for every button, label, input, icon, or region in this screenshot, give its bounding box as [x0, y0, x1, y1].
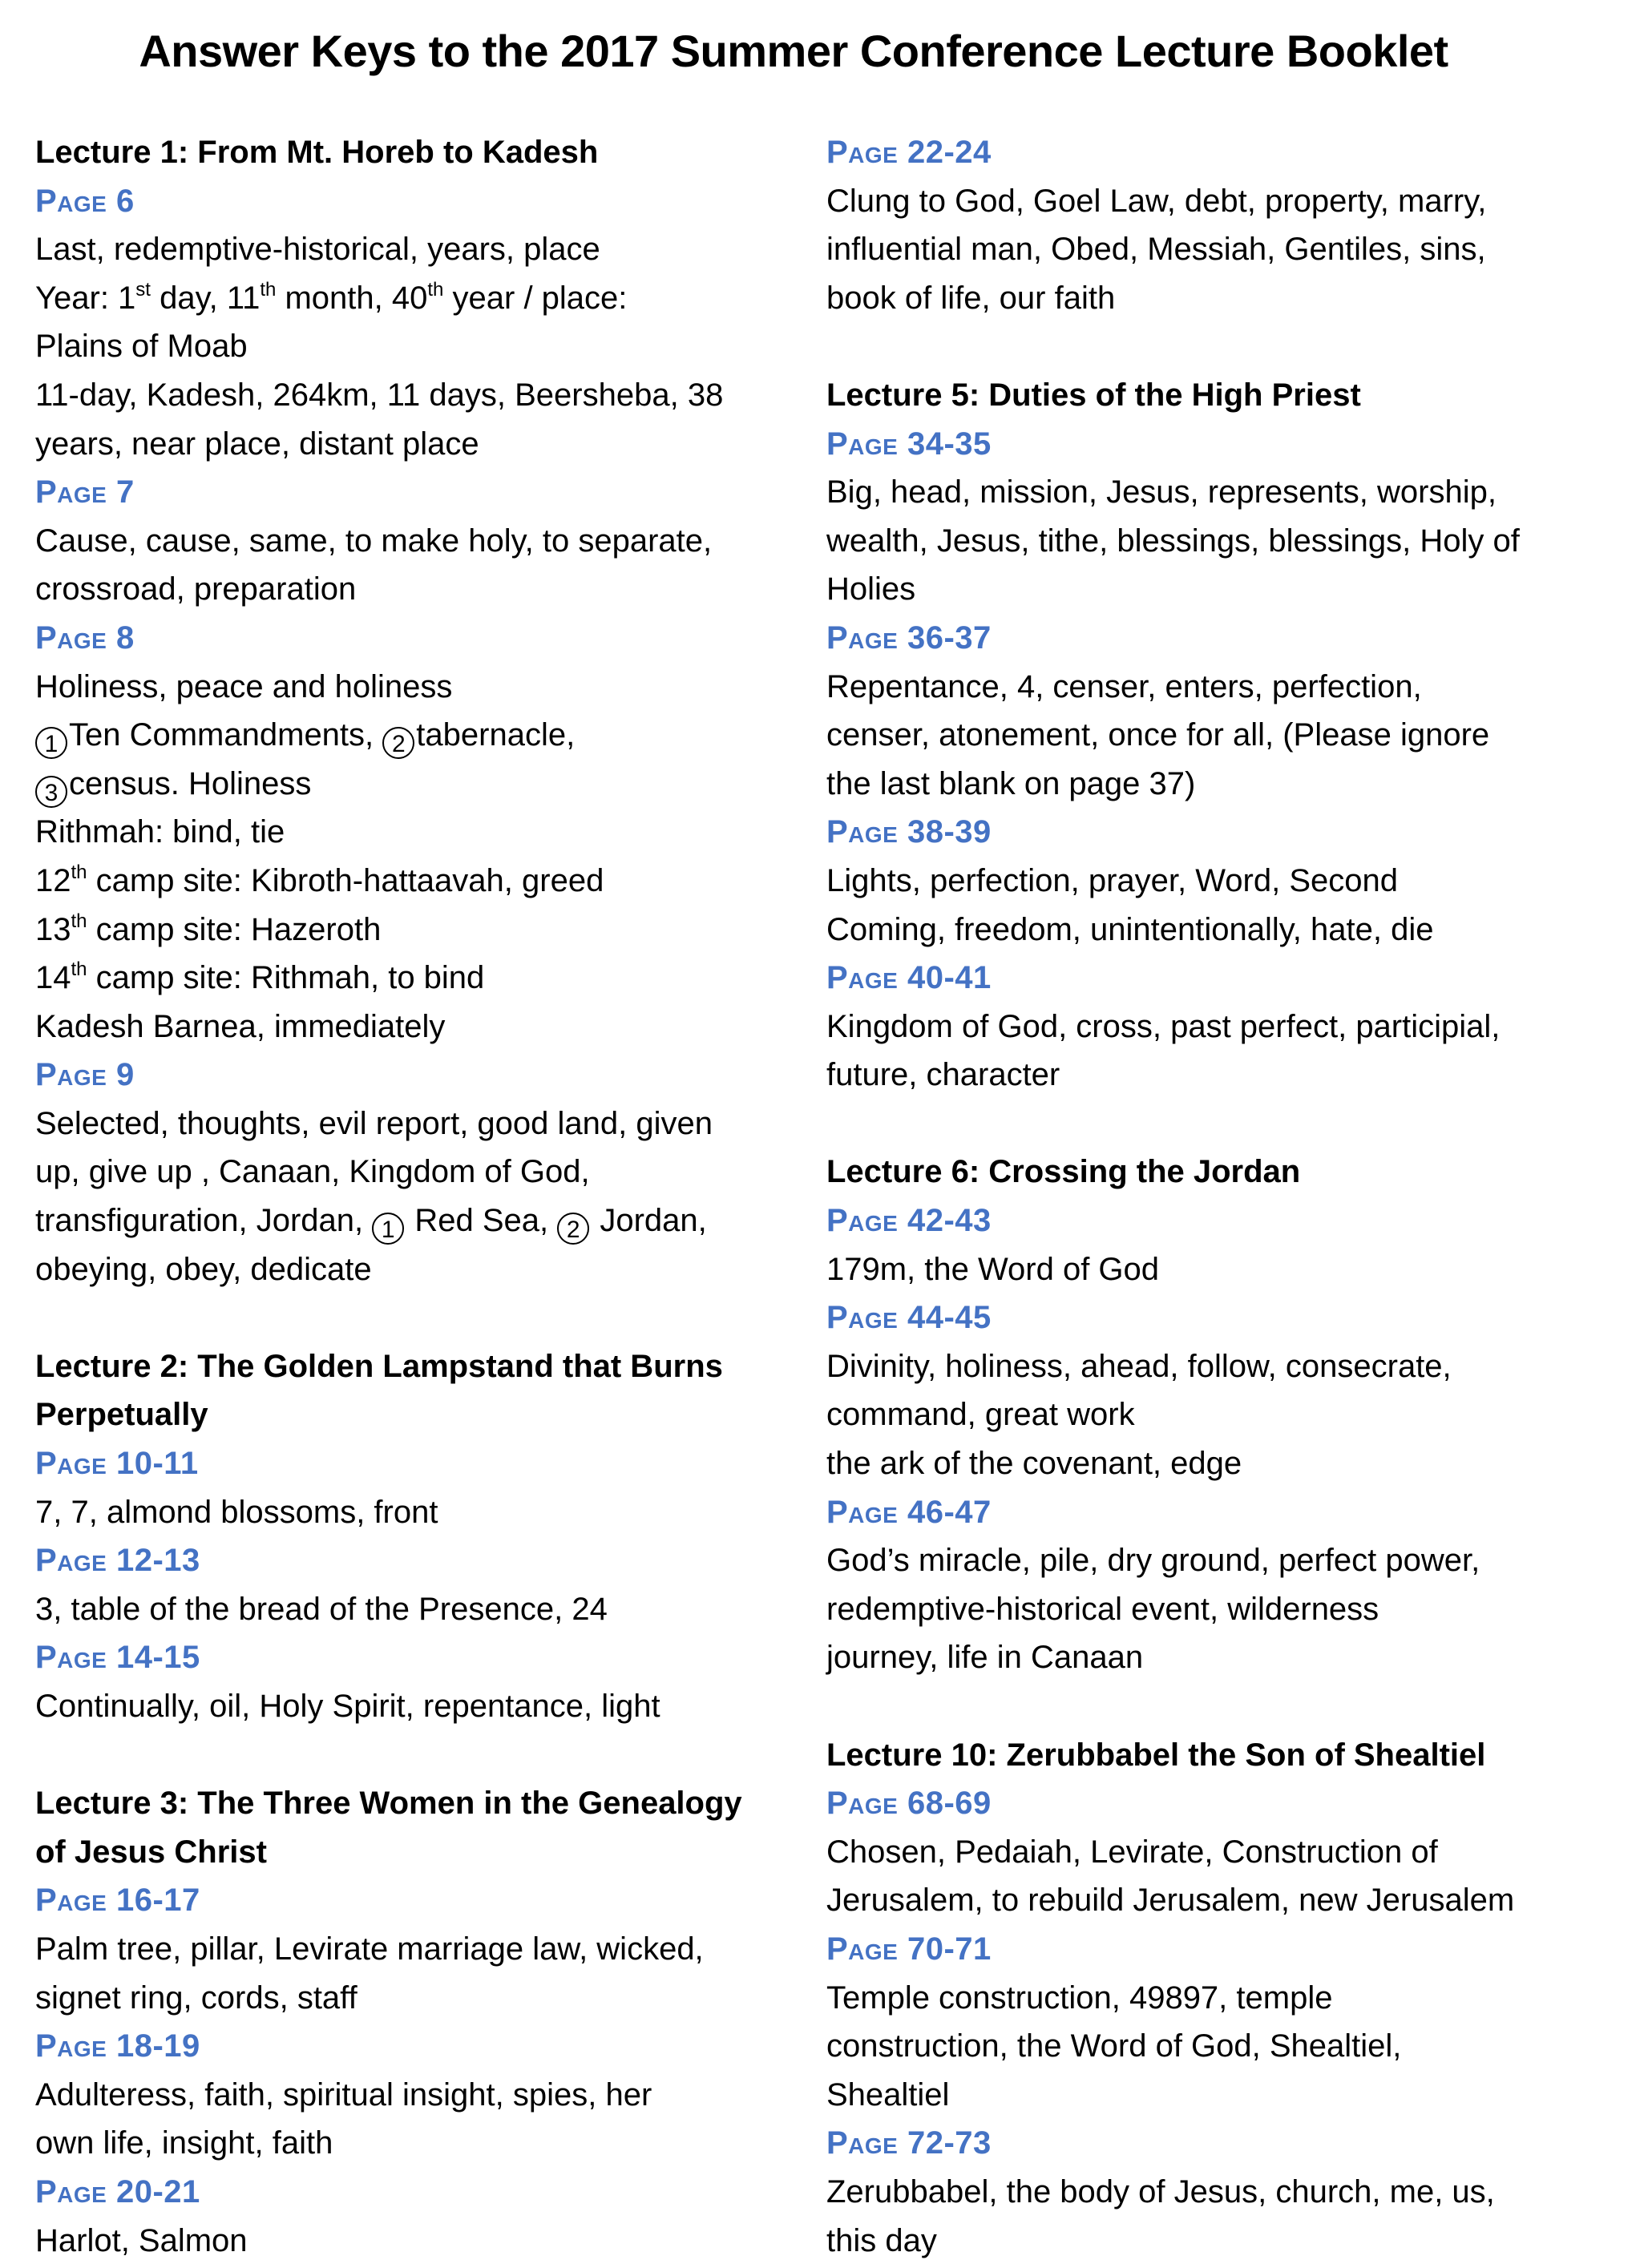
page-10-11-label: Page 10-11: [35, 1446, 199, 1482]
answer-line: Lights, perfection, prayer, Word, Second: [826, 862, 1398, 898]
circled-number: 1: [372, 1213, 404, 1245]
circled-number: 2: [382, 727, 414, 759]
answer-line: construction, the Word of God, Shealtiel,: [826, 2028, 1402, 2064]
answer-line: years, near place, distant place: [35, 426, 479, 462]
answer-line: Last, redemptive-historical, years, place: [35, 232, 600, 268]
page-18-19-label: Page 18-19: [35, 2028, 200, 2064]
answer-line: 11-day, Kadesh, 264km, 11 days, Beersheba, 38: [35, 377, 724, 413]
answer-line: Holiness, peace and holiness: [35, 668, 453, 704]
answer-line: Harlot, Salmon: [35, 2222, 248, 2258]
lecture-3-heading: Lecture 3: The Three Women in the Genealogy: [35, 1786, 742, 1822]
answer-line: 13th camp site: Hazeroth: [35, 910, 382, 947]
answer-line: crossroad, preparation: [35, 571, 357, 607]
page-9-label: Page 9: [35, 1057, 135, 1093]
answer-line: Jerusalem, to rebuild Jerusalem, new Jerusalem: [826, 1883, 1515, 1919]
answer-line: Big, head, mission, Jesus, represents, worship,: [826, 474, 1497, 511]
right-column: [826, 128, 1580, 2265]
page-34-35-label: Page 34-35: [826, 426, 992, 462]
answer-line: Temple construction, 49897, temple: [826, 1979, 1333, 2016]
page-38-39-label: Page 38-39: [826, 814, 992, 850]
answer-line: journey, life in Canaan: [826, 1640, 1144, 1676]
page-44-45-label: Page 44-45: [826, 1300, 992, 1336]
answer-line: 7, 7, almond blossoms, front: [35, 1494, 438, 1530]
answer-line: book of life, our faith: [826, 280, 1116, 316]
answer-line: Shealtiel: [826, 2076, 950, 2113]
answer-line: transfiguration, Jordan, 1 Red Sea, 2 Jordan,: [35, 1203, 707, 1244]
answer-line: the last blank on page 37): [826, 765, 1196, 801]
answer-line: 179m, the Word of God: [826, 1251, 1160, 1287]
circled-number: 1: [35, 727, 67, 759]
left-column: [35, 128, 789, 2265]
answer-line: influential man, Obed, Messiah, Gentiles, sins,: [826, 232, 1486, 268]
answer-line: Plains of Moab: [35, 329, 248, 365]
answer-line: 14th camp site: Rithmah, to bind: [35, 958, 485, 996]
answer-line: Zerubbabel, the body of Jesus, church, me, us,: [826, 2173, 1495, 2209]
answer-line: 1 Ten Commandments, 2 tabernacle,: [35, 711, 789, 760]
answer-line: this day: [826, 2222, 937, 2258]
circled-number: 3: [35, 776, 67, 808]
answer-line: Holies: [826, 571, 916, 607]
answer-line: 12th camp site: Kibroth-hattaavah, greed: [35, 861, 604, 898]
page-22-24-label: Page 22-24: [826, 135, 992, 170]
answer-line: Adulteress, faith, spiritual insight, spies, her: [35, 2076, 652, 2113]
page-8-label: Page 8: [35, 619, 135, 656]
answer-line: Clung to God, Goel Law, debt, property, marry,: [826, 183, 1487, 219]
page-42-43-label: Page 42-43: [826, 1203, 992, 1239]
answer-line: Palm tree, pillar, Levirate marriage law, wicked,: [35, 1931, 704, 1967]
answer-line: wealth, Jesus, tithe, blessings, blessings, Holy of: [826, 523, 1520, 559]
answer-line: Selected, thoughts, evil report, good land, given: [35, 1105, 713, 1141]
page-72-73-label: Page 72-73: [826, 2125, 992, 2161]
page-12-13-label: Page 12-13: [35, 1543, 200, 1579]
page-40-41-label: Page 40-41: [826, 960, 992, 996]
page-46-47-label: Page 46-47: [826, 1494, 992, 1530]
page-6-label: Page 6: [35, 183, 135, 219]
lecture-6-heading: Lecture 6: Crossing the Jordan: [826, 1154, 1301, 1190]
answer-line: censer, atonement, once for all, (Please ignore: [826, 717, 1490, 753]
page-68-69-label: Page 68-69: [826, 1786, 992, 1822]
answer-line: obeying, obey, dedicate: [35, 1251, 372, 1287]
answer-line: own life, insight, faith: [35, 2125, 333, 2161]
answer-line: up, give up , Canaan, Kingdom of God,: [35, 1154, 590, 1190]
answer-line: command, great work: [826, 1397, 1135, 1433]
answer-line: 3 census. Holiness: [35, 760, 789, 809]
answer-line: Kingdom of God, cross, past perfect, participial,: [826, 1008, 1501, 1044]
answer-line: 3, table of the bread of the Presence, 24: [35, 1591, 608, 1627]
answer-line: Coming, freedom, unintentionally, hate, die: [826, 911, 1434, 947]
page-20-21-label: Page 20-21: [35, 2173, 200, 2209]
lecture-2-heading: Lecture 2: The Golden Lampstand that Burns: [35, 1348, 723, 1384]
lecture-2-heading-cont: Perpetually: [35, 1397, 208, 1433]
answer-line: Repentance, 4, censer, enters, perfection,: [826, 668, 1422, 704]
page-7-label: Page 7: [35, 474, 135, 511]
page-70-71-label: Page 70-71: [826, 1931, 992, 1967]
answer-line: Continually, oil, Holy Spirit, repentance, light: [35, 1689, 660, 1724]
answer-line: Year: 1st day, 11th month, 40th year / place:: [35, 278, 628, 316]
lecture-10-heading: Lecture 10: Zerubbabel the Son of Shealtiel: [826, 1737, 1486, 1773]
answer-line: Cause, cause, same, to make holy, to separate,: [35, 523, 713, 559]
answer-line: God’s miracle, pile, dry ground, perfect power,: [826, 1543, 1480, 1579]
lecture-5-heading: Lecture 5: Duties of the High Priest: [826, 377, 1361, 413]
lecture-1-heading: Lecture 1: From Mt. Horeb to Kadesh: [35, 135, 599, 170]
answer-line: redemptive-historical event, wilderness: [826, 1591, 1379, 1627]
answer-line: Divinity, holiness, ahead, follow, consecrate,: [826, 1348, 1452, 1384]
page-16-17-label: Page 16-17: [35, 1883, 200, 1919]
answer-line: the ark of the covenant, edge: [826, 1446, 1242, 1482]
answer-line: Chosen, Pedaiah, Levirate, Construction of: [826, 1834, 1438, 1870]
answer-line: future, character: [826, 1057, 1060, 1093]
page-36-37-label: Page 36-37: [826, 619, 992, 656]
document-title: Answer Keys to the 2017 Summer Conference Lecture Booklet: [139, 26, 1448, 76]
page-14-15-label: Page 14-15: [35, 1640, 200, 1676]
circled-number: 2: [557, 1213, 589, 1245]
answer-line: Kadesh Barnea, immediately: [35, 1008, 446, 1044]
lecture-3-heading-cont: of Jesus Christ: [35, 1834, 267, 1870]
answer-line: signet ring, cords, staff: [35, 1979, 357, 2016]
answer-line: Rithmah: bind, tie: [35, 814, 285, 850]
